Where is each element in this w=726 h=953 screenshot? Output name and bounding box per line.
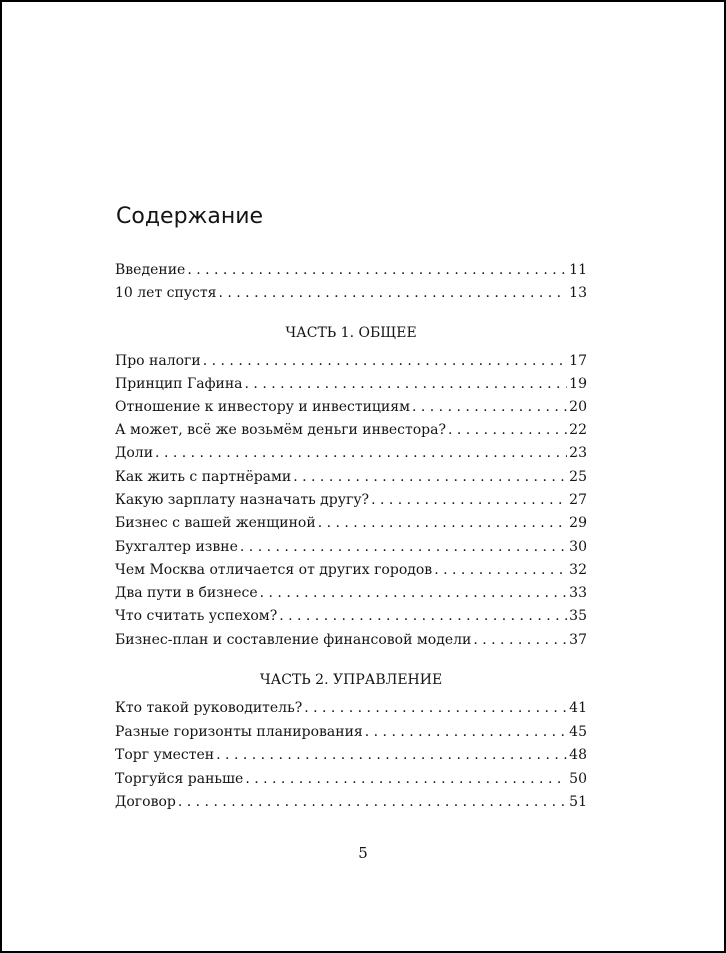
- toc-entry-page: 20: [569, 399, 587, 415]
- toc-entry: [115, 791, 587, 813]
- dot-leader: [279, 605, 567, 627]
- toc-entry: [115, 512, 587, 534]
- toc-entry: [115, 396, 587, 418]
- page-number: 5: [358, 844, 368, 862]
- toc-entry-title: Торг уместен: [115, 747, 215, 763]
- dot-leader: [240, 536, 567, 558]
- toc-entry-title: Что считать успехом?: [115, 608, 278, 624]
- toc-entry-page: 22: [569, 422, 587, 438]
- toc-entry-title: Кто такой руководитель?: [115, 700, 303, 716]
- dot-leader: [216, 744, 567, 766]
- part-2-heading: ЧАСТЬ 2. УПРАВЛЕНИЕ: [259, 672, 443, 688]
- toc-entry: [115, 536, 587, 558]
- toc-entry-title: Про налоги: [115, 353, 201, 369]
- toc-entry-page: 45: [569, 724, 587, 740]
- toc-entry-title: Чем Москва отличается от других городов: [115, 562, 433, 578]
- toc-entry-page: 23: [569, 445, 587, 461]
- toc-entry-page: 35: [569, 608, 587, 624]
- toc-entry: [115, 697, 587, 719]
- toc-entry-title: Бизнес с вашей женщиной: [115, 515, 316, 531]
- toc-entry-title: Бизнес-план и составление финансовой модели: [115, 632, 472, 648]
- toc-entry-intro: [115, 259, 587, 281]
- toc-entry-title: Торгуйся раньше: [115, 771, 244, 787]
- toc-entry: [115, 605, 587, 627]
- toc-entry: [115, 721, 587, 743]
- toc-entry: [115, 489, 587, 511]
- toc-list: [2, 2, 724, 951]
- toc-title: Содержание: [116, 204, 264, 229]
- toc-entry-title: Отношение к инвестору и инвестициям: [115, 399, 410, 415]
- toc-entry-page: 37: [569, 632, 587, 648]
- toc-entry: [115, 350, 587, 372]
- dot-leader: [371, 489, 567, 511]
- toc-entry-page: 17: [569, 353, 587, 369]
- dot-leader: [178, 791, 567, 813]
- toc-entry-page: 51: [569, 794, 587, 810]
- toc-entry: [115, 373, 587, 395]
- toc-entry-page: 30: [569, 539, 587, 555]
- dot-leader: [318, 512, 567, 534]
- toc-entry-title: Договор: [115, 794, 176, 810]
- dot-leader: [412, 396, 567, 418]
- toc-entry-page: 11: [569, 262, 587, 278]
- dot-leader: [187, 259, 567, 281]
- toc-entry: [115, 768, 587, 790]
- toc-entry-title: Бухгалтер извне: [115, 539, 238, 555]
- dot-leader: [434, 559, 567, 581]
- toc-entry-page: 25: [569, 469, 587, 485]
- dot-leader: [155, 442, 567, 464]
- toc-entry-title: Принцип Гафина: [115, 376, 243, 392]
- toc-entry-title: Доли: [115, 445, 154, 461]
- toc-entry: [115, 629, 587, 651]
- toc-entry: [115, 466, 587, 488]
- toc-entry-page: 32: [569, 562, 587, 578]
- toc-entry-page: 41: [569, 700, 587, 716]
- toc-entry: [115, 744, 587, 766]
- toc-entry-title: А может, всё же возьмём деньги инвестора?: [115, 422, 446, 438]
- dot-leader: [218, 282, 567, 304]
- toc-entry-page: 48: [569, 747, 587, 763]
- toc-entry-page: 50: [569, 771, 587, 787]
- toc-entry-title: Какую зарплату назначать другу?: [115, 492, 370, 508]
- dot-leader: [245, 373, 568, 395]
- dot-leader: [365, 721, 567, 743]
- toc-entry-title: Как жить с партнёрами: [115, 469, 292, 485]
- toc-entry: [115, 582, 587, 604]
- toc-entry-page: 13: [569, 285, 587, 301]
- dot-leader: [448, 419, 567, 441]
- dot-leader: [473, 629, 567, 651]
- part-1-heading: ЧАСТЬ 1. ОБЩЕЕ: [285, 325, 417, 341]
- toc-entry: [115, 419, 587, 441]
- toc-entry-ten-years-later: [115, 282, 587, 304]
- toc-entry-title: Введение: [115, 262, 186, 278]
- dot-leader: [293, 466, 567, 488]
- dot-leader: [245, 768, 567, 790]
- toc-entry: [115, 442, 587, 464]
- dot-leader: [304, 697, 567, 719]
- toc-entry-page: 29: [569, 515, 587, 531]
- dot-leader: [203, 350, 567, 372]
- dot-leader: [260, 582, 568, 604]
- toc-entry: [115, 559, 587, 581]
- toc-entry-title: Разные горизонты планирования: [115, 724, 363, 740]
- toc-entry-title: 10 лет спустя: [115, 285, 217, 301]
- toc-entry-page: 27: [569, 492, 587, 508]
- toc-entry-title: Два пути в бизнесе: [115, 585, 258, 601]
- toc-entry-page: 33: [569, 585, 587, 601]
- toc-entry-page: 19: [569, 376, 587, 392]
